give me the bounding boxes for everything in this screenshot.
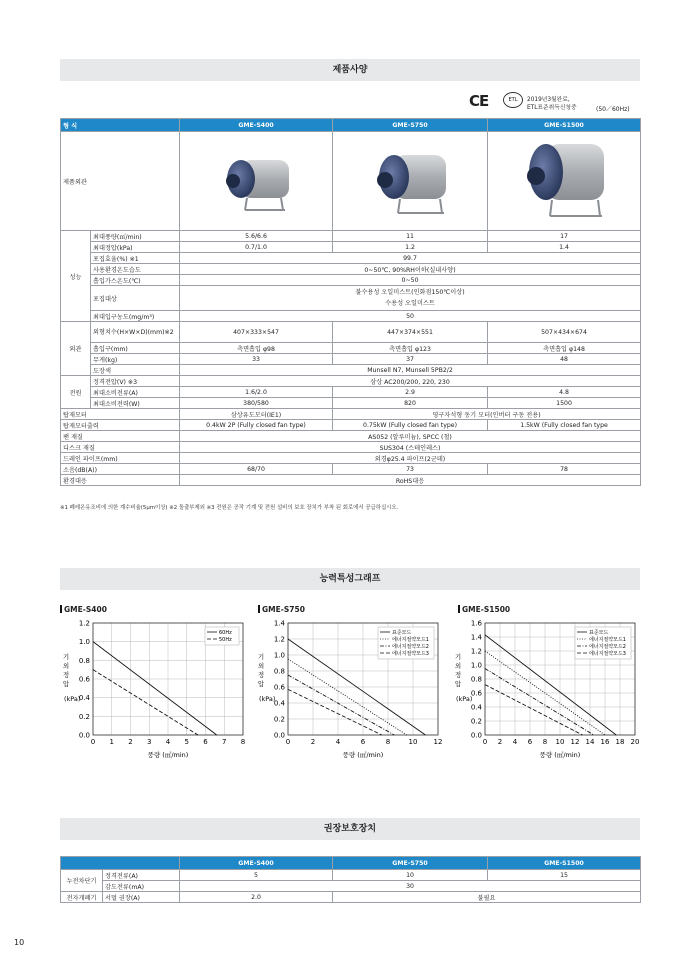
y-tick-label: 0.6 — [273, 683, 285, 692]
breaker-group-emb: 전자개폐기 — [61, 892, 103, 903]
spec-value: 측면흡입 φ98 — [180, 343, 333, 354]
freq-note: (50／60Hz) — [596, 106, 630, 113]
spec-label: 소음(dB(A)) — [61, 464, 180, 475]
breaker-header-s1500: GME-S1500 — [488, 857, 641, 870]
spec-label: 최대소비전력(W) — [91, 398, 180, 409]
breaker-table — [60, 856, 641, 903]
spec-value: 측면흡입 φ148 — [488, 343, 641, 354]
appearance-label: 제품외관 — [61, 132, 180, 231]
breaker-value: 15 — [488, 870, 641, 881]
spec-header-s400: GME-S400 — [180, 119, 333, 132]
spec-value: 측면흡입 φ123 — [333, 343, 488, 354]
spec-label: 최대입구농도(mg/m³) — [91, 311, 180, 322]
spec-header-row — [61, 119, 641, 132]
spec-value: 1.6/2.0 — [180, 387, 333, 398]
spec-value: 447×374×551 — [333, 322, 488, 343]
spec-row-motor-out — [61, 420, 641, 431]
spec-header-s1500: GME-S1500 — [488, 119, 641, 132]
breaker-value: 5 — [180, 870, 333, 881]
y-tick-label: 1.4 — [273, 619, 285, 628]
y-tick-label: 1.0 — [273, 651, 285, 660]
product-image-row — [61, 132, 641, 231]
breaker-header-blank — [61, 857, 180, 870]
y-tick-label: 0.2 — [273, 715, 285, 724]
x-tick-label: 6 — [527, 738, 533, 746]
y-tick-label: 0.6 — [78, 675, 90, 684]
spec-value: 507×434×674 — [488, 322, 641, 343]
spec-label: 흡입구(mm) — [91, 343, 180, 354]
spec-table — [60, 118, 641, 486]
spec-value: AS052 (알루미늄), SPCC (철) — [180, 431, 641, 442]
etl-note-1: 2019년3월완료, — [527, 97, 570, 103]
y-axis-label-char: 기 — [454, 653, 462, 661]
series-line — [288, 659, 407, 735]
series-line — [485, 669, 594, 736]
spec-header-model: 형 식 — [61, 119, 180, 132]
spec-value: 삼상유도모터(IE1) — [180, 409, 333, 420]
spec-row-drain — [61, 453, 641, 464]
spec-value: 0~50℃, 90%RH이하(실내사양) — [180, 264, 641, 275]
spec-label: 드레인 파이프(mm) — [61, 453, 180, 464]
y-tick-label: 0.0 — [273, 731, 285, 740]
spec-label: 탑재모터출력 — [61, 420, 180, 431]
group-perf: 성능 — [61, 231, 91, 322]
spec-label: 최대소비전류(A) — [91, 387, 180, 398]
spec-value: 33 — [180, 354, 333, 365]
spec-header-s750: GME-S750 — [333, 119, 488, 132]
y-tick-label: 1.4 — [470, 633, 482, 642]
series-line — [93, 670, 198, 735]
spec-row-pressure — [61, 242, 641, 253]
y-tick-label: 0.4 — [470, 703, 482, 712]
etl-note — [527, 96, 577, 112]
y-tick-label: 0.2 — [78, 712, 90, 721]
spec-value: 48 — [488, 354, 641, 365]
y-axis-label-char: 외 — [454, 662, 462, 670]
spec-row-max-conc — [61, 311, 641, 322]
spec-label: 사용환경온도습도 — [91, 264, 180, 275]
series-line — [485, 685, 583, 735]
y-axis-label-char: 정 — [62, 671, 70, 679]
x-tick-label: 3 — [147, 738, 152, 746]
x-tick-label: 4 — [512, 738, 518, 746]
spec-value: 99.7 — [180, 253, 641, 264]
mist-collector-image — [512, 132, 616, 228]
spec-value: RoHS대응 — [180, 475, 641, 486]
series-line — [288, 675, 394, 735]
breaker-header-s400: GME-S400 — [180, 857, 333, 870]
breaker-header-s750: GME-S750 — [333, 857, 488, 870]
spec-value: 0~50 — [180, 275, 641, 286]
spec-row-dims — [61, 322, 641, 343]
etl-logo: ETL — [503, 92, 523, 108]
breaker-value: 10 — [333, 870, 488, 881]
group-power: 전원 — [61, 376, 91, 409]
spec-label: 포집대상 — [91, 286, 180, 311]
spec-row-airflow — [61, 231, 641, 242]
spec-label: 외형치수(H×W×D)(mm)※2 — [91, 322, 180, 343]
y-axis-unit: (kPa) — [259, 695, 276, 703]
legend-label: 에너지절약모드3 — [392, 651, 429, 657]
spec-value: 73 — [333, 464, 488, 475]
y-tick-label: 0.2 — [470, 717, 482, 726]
spec-value: 0.75kW (Fully closed fan type) — [333, 420, 488, 431]
breaker-header-row — [61, 857, 641, 870]
section-title-spec: 제품사양 — [60, 59, 640, 81]
x-tick-label: 10 — [408, 738, 418, 746]
legend-label: 에너지절약모드2 — [589, 644, 626, 650]
x-axis-label: 풍량 (㎥/min) — [147, 751, 189, 759]
x-tick-label: 12 — [433, 738, 443, 746]
y-tick-label: 0.8 — [273, 667, 285, 676]
spec-row-inlet-temp — [61, 275, 641, 286]
spec-value: Munsell N7, Munsell 5PB2/2 — [180, 365, 641, 376]
x-tick-label: 0 — [285, 738, 291, 746]
chart-title-s400: GME-S400 — [60, 605, 107, 614]
product-image-s400 — [180, 132, 333, 231]
spec-label: 최대정압(kPa) — [91, 242, 180, 253]
spec-value: 외경φ25.4 파이프(2군데) — [180, 453, 641, 464]
y-tick-label: 1.2 — [470, 647, 482, 656]
breaker-value: 30 — [180, 881, 641, 892]
spec-label: 포집효율(%) ※1 — [91, 253, 180, 264]
spec-label: 디스크 재질 — [61, 442, 180, 453]
legend-label: 50Hz — [219, 637, 232, 643]
y-tick-label: 0.4 — [78, 694, 90, 703]
breaker-row-rated — [61, 870, 641, 881]
section-title-breaker: 권장보호장치 — [60, 818, 640, 840]
spec-label: 흡입가스온도(℃) — [91, 275, 180, 286]
spec-value: 380/580 — [180, 398, 333, 409]
y-tick-label: 1.0 — [470, 661, 482, 670]
mist-collector-image — [362, 137, 458, 223]
spec-label: 무게(kg) — [91, 354, 180, 365]
group-ext: 외관 — [61, 322, 91, 376]
spec-value: 1.4 — [488, 242, 641, 253]
spec-row-weight — [61, 354, 641, 365]
x-tick-label: 5 — [184, 738, 189, 746]
x-tick-label: 8 — [385, 738, 391, 746]
x-tick-label: 14 — [585, 738, 595, 746]
spec-label: 최대풍량(㎥/min) — [91, 231, 180, 242]
y-axis-unit: (kPa) — [456, 695, 473, 703]
breaker-value: 불필요 — [333, 892, 641, 903]
spec-value: 17 — [488, 231, 641, 242]
spec-value: 68/70 — [180, 464, 333, 475]
x-tick-label: 0 — [482, 738, 488, 746]
spec-value: 0.4kW 2P (Fully closed fan type) — [180, 420, 333, 431]
breaker-value: 2.0 — [180, 892, 333, 903]
spec-row-temp-humid — [61, 264, 641, 275]
legend-label: 60Hz — [219, 630, 232, 636]
x-axis-label: 풍량 (㎥/min) — [539, 751, 581, 759]
product-image-s1500 — [488, 132, 641, 231]
spec-value-target — [180, 286, 641, 311]
spec-value: 삼상 AC200/200, 220, 230 — [180, 376, 641, 387]
mist-collector-image — [211, 140, 301, 220]
breaker-label: 감도전류(mA) — [103, 881, 180, 892]
spec-row-inlet — [61, 343, 641, 354]
y-tick-label: 0.0 — [470, 731, 482, 740]
chart-title-s750: GME-S750 — [258, 605, 305, 614]
spec-value: 불수용성 오일미스트(인화점150℃이상) — [355, 289, 465, 296]
x-tick-label: 8 — [542, 738, 548, 746]
spec-value: 1.5kW (Fully closed fan type — [488, 420, 641, 431]
x-tick-label: 6 — [203, 738, 208, 746]
spec-row-efficiency — [61, 253, 641, 264]
x-tick-label: 2 — [497, 738, 503, 746]
spec-value: 4.8 — [488, 387, 641, 398]
y-axis-label-char: 정 — [257, 671, 265, 679]
x-tick-label: 4 — [165, 738, 171, 746]
spec-row-fan — [61, 431, 641, 442]
x-tick-label: 6 — [360, 738, 366, 746]
footnote: ※1 폐레온유조비에 의한 계수비율(5μm이상) ※2 돌출부제외 ※3 전원은 공작 기계 및 전원 설비의 보호 장치가 부착 된 회로에서 공급하십시오. — [60, 505, 399, 511]
x-tick-label: 2 — [128, 738, 133, 746]
spec-row-voltage — [61, 376, 641, 387]
y-axis-label-char: 기 — [257, 653, 265, 661]
spec-row-max-current — [61, 387, 641, 398]
y-tick-label: 0.8 — [470, 675, 482, 684]
spec-value: 50 — [180, 311, 641, 322]
breaker-label: 정격전류(A) — [103, 870, 180, 881]
chart-s1500 — [452, 617, 647, 767]
x-tick-label: 18 — [615, 738, 625, 746]
x-tick-label: 0 — [90, 738, 96, 746]
x-tick-label: 10 — [555, 738, 565, 746]
spec-label: 환경대응 — [61, 475, 180, 486]
y-axis-label-char: 압 — [454, 680, 462, 688]
legend-label: 에너지절약모드1 — [589, 637, 626, 643]
spec-row-motor — [61, 409, 641, 420]
spec-value: 영구자석형 동기 모터(인버터 구동 전용) — [333, 409, 641, 420]
breaker-row-emb — [61, 892, 641, 903]
y-axis-label-char: 기 — [62, 653, 70, 661]
spec-row-paint — [61, 365, 641, 376]
spec-value: 37 — [333, 354, 488, 365]
x-tick-label: 16 — [600, 738, 610, 746]
spec-row-disc — [61, 442, 641, 453]
spec-label: 탑재모터 — [61, 409, 180, 420]
y-tick-label: 1.2 — [78, 619, 90, 628]
chart-s400 — [60, 617, 255, 767]
x-axis-label: 풍량 (㎥/min) — [342, 751, 384, 759]
spec-value: SUS304 (스테인레스) — [180, 442, 641, 453]
y-tick-label: 0.0 — [78, 731, 90, 740]
spec-value: 1.2 — [333, 242, 488, 253]
spec-value: 820 — [333, 398, 488, 409]
section-title-graph: 능력특성그래프 — [60, 568, 640, 590]
spec-label: 팬 재질 — [61, 431, 180, 442]
x-tick-label: 2 — [310, 738, 316, 746]
breaker-label: 서멀 권장(A) — [103, 892, 180, 903]
x-tick-label: 1 — [109, 738, 114, 746]
legend-label: 에너지절약모드1 — [392, 637, 429, 643]
spec-label: 도장색 — [91, 365, 180, 376]
breaker-group-leak: 누전차단기 — [61, 870, 103, 892]
x-tick-label: 12 — [570, 738, 580, 746]
x-tick-label: 7 — [222, 738, 227, 746]
legend-label: 표준모드 — [392, 630, 412, 636]
spec-value: 1500 — [488, 398, 641, 409]
breaker-row-sens — [61, 881, 641, 892]
chart-s750 — [255, 617, 450, 767]
spec-row-env — [61, 475, 641, 486]
page-number: 10 — [14, 938, 25, 947]
ce-mark: CE — [469, 92, 489, 110]
y-axis-label-char: 압 — [257, 680, 265, 688]
spec-value: 2.9 — [333, 387, 488, 398]
y-tick-label: 1.2 — [273, 635, 285, 644]
spec-value: 78 — [488, 464, 641, 475]
y-axis-label-char: 외 — [62, 662, 70, 670]
etl-note-2: ETL표준취득신청중 — [527, 105, 577, 111]
y-tick-label: 1.0 — [78, 638, 90, 647]
spec-row-target — [61, 286, 641, 311]
chart-title-s1500: GME-S1500 — [458, 605, 510, 614]
legend-label: 에너지절약모드3 — [589, 651, 626, 657]
x-tick-label: 20 — [630, 738, 640, 746]
y-axis-unit: (kPa) — [64, 695, 81, 703]
legend-label: 에너지절약모드2 — [392, 644, 429, 650]
spec-value: 5.6/6.6 — [180, 231, 333, 242]
y-axis-label-char: 정 — [454, 671, 462, 679]
spec-label: 정격전압(V) ※3 — [91, 376, 180, 387]
spec-row-max-power — [61, 398, 641, 409]
series-line — [288, 689, 382, 735]
y-tick-label: 0.4 — [273, 699, 285, 708]
spec-value: 11 — [333, 231, 488, 242]
x-tick-label: 8 — [240, 738, 246, 746]
spec-value: 407×333×547 — [180, 322, 333, 343]
y-axis-label-char: 압 — [62, 680, 70, 688]
y-tick-label: 0.8 — [78, 656, 90, 665]
product-image-s750 — [333, 132, 488, 231]
x-tick-label: 4 — [335, 738, 341, 746]
legend-label: 표준모드 — [589, 630, 609, 636]
spec-value: 수용성 오일미스트 — [385, 300, 435, 307]
spec-value: 0.7/1.0 — [180, 242, 333, 253]
spec-row-noise — [61, 464, 641, 475]
y-tick-label: 0.6 — [470, 689, 482, 698]
y-tick-label: 1.6 — [470, 619, 482, 628]
y-axis-label-char: 외 — [257, 662, 265, 670]
